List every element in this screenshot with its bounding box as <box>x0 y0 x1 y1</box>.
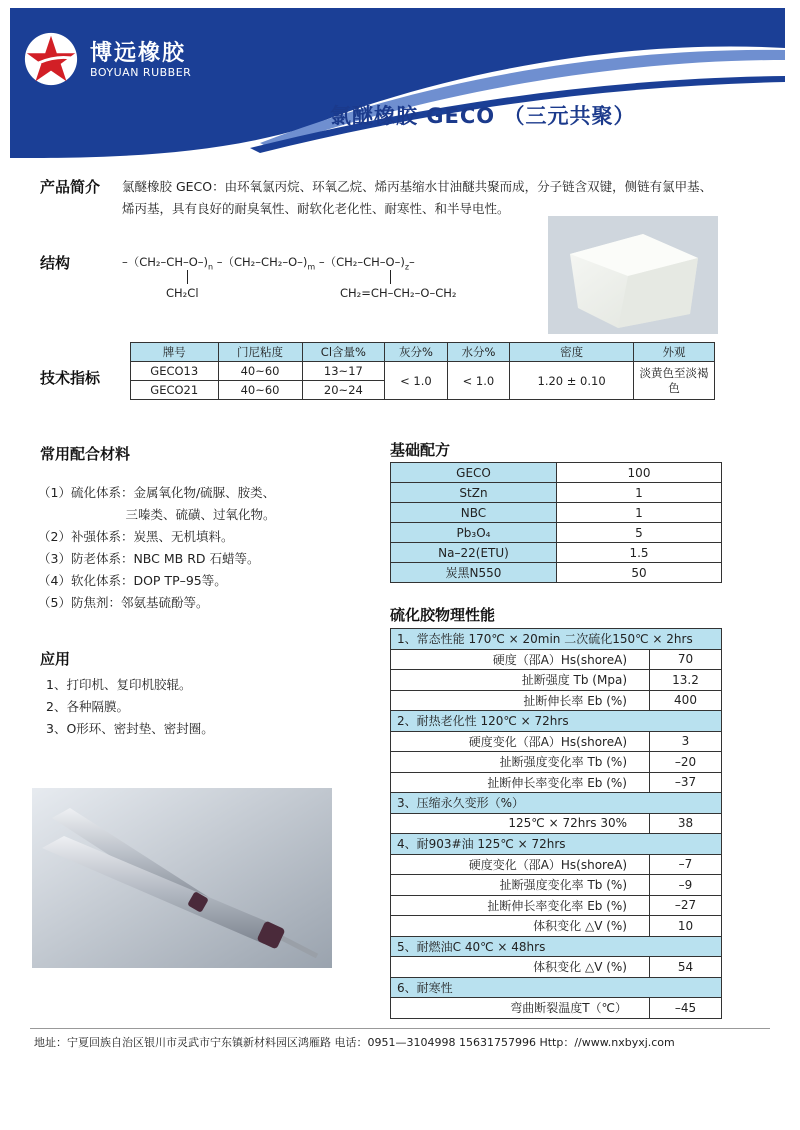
ingredient-cell: StZn <box>391 483 557 503</box>
footer-contact: 地址：宁夏回族自治区银川市灵武市宁东镇新材料园区鸿雁路 电话：0951—3104998 15631757996 Http：//www.nxbyxj.com <box>34 1036 675 1049</box>
amount-cell: 1.5 <box>557 543 722 563</box>
structure-label: 结构 <box>40 254 71 272</box>
list-item: 2、各种隔膜。 <box>46 699 129 714</box>
table-row <box>391 649 722 670</box>
value-cell: 3 <box>650 731 722 752</box>
list-item: （4）软化体系：DOP TP–95等。 <box>38 573 227 588</box>
amount-cell: 50 <box>557 563 722 583</box>
structure-formula <box>122 254 415 271</box>
basic-formula-table <box>390 462 722 583</box>
amount-cell: 1 <box>557 503 722 523</box>
brochure-page <box>10 8 785 1088</box>
structure-bond-3 <box>390 270 391 284</box>
mooney-cell: 40~60 <box>218 381 302 400</box>
list-item: 三嗪类、硫磺、过氧化物。 <box>38 507 276 522</box>
roller-image <box>32 788 332 968</box>
structure-end: – <box>409 255 415 269</box>
applications-list <box>46 674 214 740</box>
page-title: 氯醚橡胶 GECO （三元共聚） <box>330 104 636 128</box>
group-row: 5、耐燃油C 40℃ × 48hrs <box>391 936 722 957</box>
value-cell: –45 <box>650 998 722 1019</box>
grade-cell: GECO13 <box>131 362 219 381</box>
table-row <box>391 752 722 773</box>
appearance-cell: 淡黄色至淡褐色 <box>634 362 715 400</box>
physical-table <box>390 628 722 1019</box>
mooney-cell: 40~60 <box>218 362 302 381</box>
value-cell: –27 <box>650 895 722 916</box>
group-row: 1、常态性能 170℃ × 20min 二次硫化150℃ × 2hrs <box>391 629 722 650</box>
property-cell: 扯断强度 Tb (Mpa) <box>391 670 650 691</box>
table-row <box>391 772 722 793</box>
value-cell: 13.2 <box>650 670 722 691</box>
property-cell: 扯断强度变化率 Tb (%) <box>391 875 650 896</box>
ingredient-cell: Pb₃O₄ <box>391 523 557 543</box>
ingredient-cell: 炭黑N550 <box>391 563 557 583</box>
group-row: 6、耐寒性 <box>391 977 722 998</box>
value-cell: –20 <box>650 752 722 773</box>
list-item: 3、O形环、密封垫、密封圈。 <box>46 721 214 736</box>
property-cell: 125℃ × 72hrs 30% <box>391 813 650 834</box>
materials-label: 常用配合材料 <box>40 445 131 463</box>
spec-label: 技术指标 <box>40 369 101 387</box>
group-row: 2、耐热老化性 120℃ × 72hrs <box>391 711 722 732</box>
grade-cell: GECO21 <box>131 381 219 400</box>
spec-header: 灰分% <box>385 343 448 362</box>
structure-unit-1: –（CH₂–CH–O–) <box>122 255 209 269</box>
list-item: （5）防焦剂：邻氨基硫酚等。 <box>38 595 209 610</box>
value-cell: –7 <box>650 854 722 875</box>
property-cell: 硬度变化（邵A）Hs(shoreA) <box>391 854 650 875</box>
property-cell: 体积变化 △V (%) <box>391 957 650 978</box>
ingredient-cell: NBC <box>391 503 557 523</box>
structure-unit-3: –（CH₂–CH–O–) <box>318 255 405 269</box>
brand-name-en: BOYUAN RUBBER <box>90 66 192 79</box>
table-row <box>391 523 722 543</box>
table-row <box>391 731 722 752</box>
list-item: 1、打印机、复印机胶辊。 <box>46 677 192 692</box>
table-row <box>391 563 722 583</box>
value-cell: 10 <box>650 916 722 937</box>
table-row <box>391 543 722 563</box>
structure-unit-2: –（CH₂–CH₂–O–) <box>216 255 308 269</box>
property-cell: 硬度（邵A）Hs(shoreA) <box>391 649 650 670</box>
ingredient-cell: Na–22(ETU) <box>391 543 557 563</box>
table-row <box>391 690 722 711</box>
moisture-cell: < 1.0 <box>447 362 510 400</box>
cl-cell: 13~17 <box>302 362 385 381</box>
value-cell: 38 <box>650 813 722 834</box>
ash-cell: < 1.0 <box>385 362 448 400</box>
table-row <box>391 503 722 523</box>
value-cell: 400 <box>650 690 722 711</box>
basic-label: 基础配方 <box>390 441 451 459</box>
property-cell: 扯断伸长率变化率 Eb (%) <box>391 772 650 793</box>
table-row <box>391 875 722 896</box>
spec-header: Cl含量% <box>302 343 385 362</box>
value-cell: 70 <box>650 649 722 670</box>
value-cell: 54 <box>650 957 722 978</box>
list-item: （1）硫化体系：金属氧化物/硫脲、胺类、 <box>38 485 276 500</box>
table-row <box>391 895 722 916</box>
table-row <box>391 463 722 483</box>
intro-text: 氯醚橡胶 GECO：由环氧氯丙烷、环氧乙烷、烯丙基缩水甘油醚共聚而成，分子链含双键，侧链有氯甲基、烯丙基，具有良好的耐臭氧性、耐软化老化性、耐寒性、和半导电性。 <box>122 179 713 216</box>
spec-header: 牌号 <box>131 343 219 362</box>
spec-header: 外观 <box>634 343 715 362</box>
table-row <box>391 813 722 834</box>
property-cell: 扯断强度变化率 Tb (%) <box>391 752 650 773</box>
table-row <box>131 362 715 381</box>
brand-name-cn: 博远橡胶 <box>90 41 187 66</box>
cl-cell: 20~24 <box>302 381 385 400</box>
materials-list <box>38 482 276 614</box>
spec-header: 门尼粘度 <box>218 343 302 362</box>
structure-index-z: z <box>404 262 410 272</box>
structure-bond-1 <box>187 270 188 284</box>
group-row: 4、耐903#油 125℃ × 72hrs <box>391 834 722 855</box>
property-cell: 扯断伸长率变化率 Eb (%) <box>391 895 650 916</box>
amount-cell: 1 <box>557 483 722 503</box>
table-row <box>391 998 722 1019</box>
amount-cell: 5 <box>557 523 722 543</box>
amount-cell: 100 <box>557 463 722 483</box>
applications-label: 应用 <box>40 650 71 668</box>
property-cell: 弯曲断裂温度T（℃） <box>391 998 650 1019</box>
structure-index-n: n <box>208 262 214 272</box>
boyuan-logo-icon <box>22 30 80 88</box>
header-banner <box>10 8 785 158</box>
table-row <box>391 670 722 691</box>
structure-index-m: m <box>307 262 316 272</box>
group-row: 3、压缩永久变形（%） <box>391 793 722 814</box>
value-cell: –9 <box>650 875 722 896</box>
spec-header: 水分% <box>447 343 510 362</box>
structure-side-1: CH₂Cl <box>166 286 199 300</box>
rubber-block-image <box>548 216 718 334</box>
property-cell: 硬度变化（邵A）Hs(shoreA) <box>391 731 650 752</box>
list-item: （2）补强体系：炭黑、无机填料。 <box>38 529 234 544</box>
spec-table <box>130 342 715 400</box>
density-cell: 1.20 ± 0.10 <box>510 362 634 400</box>
physical-label: 硫化胶物理性能 <box>390 606 496 624</box>
list-item: （3）防老体系：NBC MB RD 石蜡等。 <box>38 551 260 566</box>
intro-label: 产品简介 <box>40 178 101 196</box>
property-cell: 扯断伸长率 Eb (%) <box>391 690 650 711</box>
property-cell: 体积变化 △V (%) <box>391 916 650 937</box>
spec-header-row <box>131 343 715 362</box>
structure-side-3: CH₂=CH–CH₂–O–CH₂ <box>340 286 457 300</box>
table-row <box>391 957 722 978</box>
footer-divider <box>30 1028 770 1029</box>
ingredient-cell: GECO <box>391 463 557 483</box>
table-row <box>391 483 722 503</box>
value-cell: –37 <box>650 772 722 793</box>
table-row <box>391 854 722 875</box>
table-row <box>391 916 722 937</box>
spec-header: 密度 <box>510 343 634 362</box>
